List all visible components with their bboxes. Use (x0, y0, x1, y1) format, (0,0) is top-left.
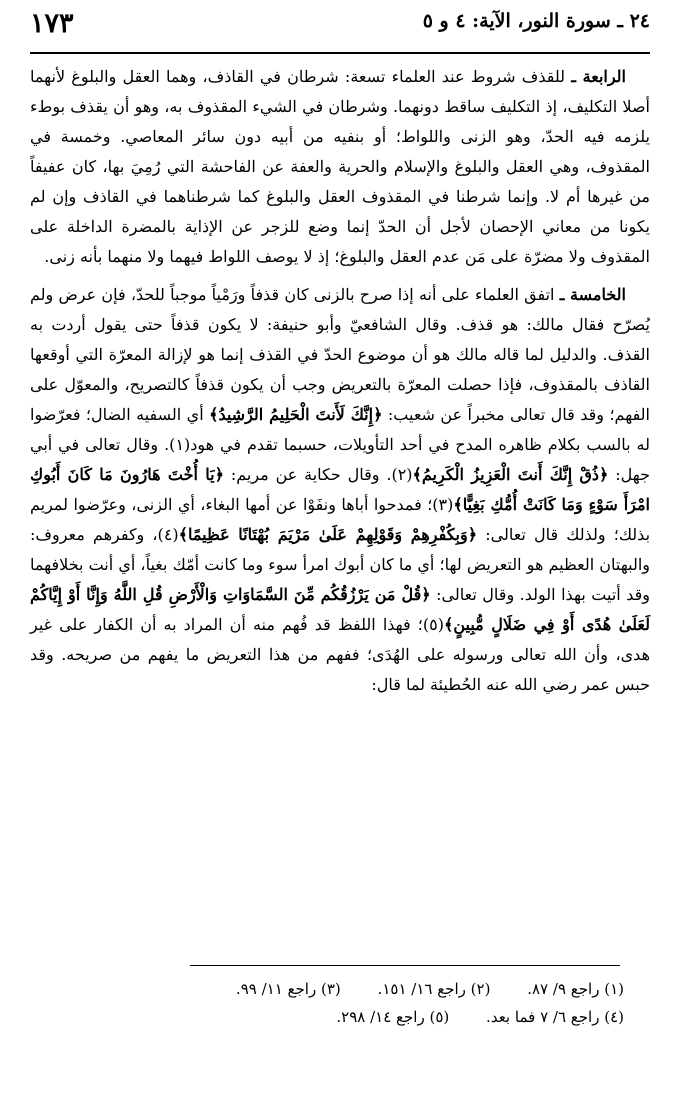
paragraph-fifth (30, 280, 650, 700)
running-title: ٢٤ ـ سورة النور، الآية: ٤ و ٥ (422, 10, 650, 32)
header-rule (30, 52, 650, 54)
page-number: ١٧٣ (30, 8, 74, 39)
paragraph-lead: الخامسة ـ (559, 285, 626, 304)
page-header (30, 8, 650, 48)
footnote: (٣) راجع ١١/ ٩٩. (235, 980, 341, 998)
quran-quote: ﴿يَا أُخْتَ هَارُونَ مَا كَانَ أَبُوكِ امْرَأَ سَوْءٍ وَمَا كَانَتْ أُمُّكِ بَغِيًّا﴾ (30, 465, 650, 514)
main-text (30, 62, 650, 700)
paragraph-text: اتفق العلماء على أنه إذا صرح بالزنى كان قذفاً ورَمْياً موجباً للحدّ، فإن عرض ولم يُصرّح فقال مالك: هو قذف. وقال الشافعيّ وأبو حنيفة: لا يكون قذفاً حتى يقول أردت به القذف. والدليل لما قاله مالك هو أن موضوع الحدّ في القذف إنما هو لإزالة المعرّة التي أوقعها القاذف بالمقذوف، فإذا حصلت المعرّة بالتعريض وجب أن يكون قذفاً كالتصريح، والمعوّل على الفهم؛ وقد قال تعالى مخبراً عن شعيب: (30, 285, 650, 424)
paragraph-lead: الرابعة ـ (571, 67, 626, 86)
quran-quote: ﴿إِنَّكَ لَأَنتَ الْحَلِيمُ الرَّشِيدُ﴾ (209, 405, 383, 424)
paragraph-text: (٢). وقال حكاية عن مريم: (223, 465, 413, 484)
paragraph-fourth (30, 62, 650, 272)
paragraph-text: (٥)؛ فهذا اللفظ قد فُهم منه أن المراد به أن الكفار على غير هدى، وأن الله تعالى ورسوله على الهُدَى؛ ففهم من هذا التعريض ما يفهم من صريحه. وقد حبس عمر رضي الله عنه الحُطيئة لما قال: (30, 615, 650, 694)
footnotes (30, 975, 624, 1031)
quran-quote: ﴿قُلْ مَن يَرْزُقُكُم مِّنَ السَّمَاوَاتِ وَالْأَرْضِ قُلِ اللَّهُ وَإِنَّا أَوْ إِيَّاكُمْ لَعَلَىٰ هُدًى أَوْ فِي ضَلَالٍ مُّبِينٍ﴾ (30, 585, 650, 634)
paragraph-text: (٣)؛ فمدحوا أباها ونفَوْا عن أمها البغاء، أي الزنى، وعرّضوا لمريم بذلك؛ ولذلك قال تعالى: (30, 495, 651, 544)
footnote: (٤) راجع ٦/ ٧ فما بعد. (486, 1008, 624, 1026)
footnote: (١) راجع ٩/ ٨٧. (527, 980, 624, 998)
paragraph-text: للقذف شروط عند العلماء تسعة: شرطان في القاذف، وهما العقل والبلوغ لأنهما أصلا التكليف، إذ التكليف ساقط دونهما. وشرطان في الشيء المقذوف به، وهو أن يقذف بوطء يلزمه فيه الحدّ، وهو الزنى واللواط؛ أو بنفيه من أبيه دون سائر المعاصي. وخمسة في المقذوف، وهي العقل والبلوغ والإسلام والحرية والعفة عن الفاحشة التي رُمِيَ بها، كان عفيفاً من غيرها أم لا. وإنما شرطنا في المقذوف العقل والبلوغ كما شرطناهما في القاذف وإن لم يكونا من معاني الإحصان لأجل أن الحدّ إنما وضع للزجر عن الإذاية بالمضرة الداخلة على المقذوف ولا مضرّة على مَن عدم العقل والبلوغ؛ إذ لا يوصف اللواط فيهما ولا منهما بأنه زنى. (30, 67, 651, 266)
footnote: (٢) راجع ١٦/ ١٥١. (377, 980, 491, 998)
quran-quote: ﴿وَبِكُفْرِهِمْ وَقَوْلِهِمْ عَلَىٰ مَرْيَمَ بُهْتَانًا عَظِيمًا﴾ (178, 525, 478, 544)
quran-quote: ﴿ذُقْ إِنَّكَ أَنتَ الْعَزِيزُ الْكَرِيمُ﴾ (412, 465, 609, 484)
footnote-line (30, 975, 624, 1003)
paragraph-text: أي السفيه الضال؛ فعرّضوا له بالسب بكلام ظاهره المدح في أحد التأويلات، حسبما تقدم في هود(١). وقال تعالى في أبي جهل: (30, 405, 651, 484)
footnote-rule (190, 965, 620, 966)
paragraph-text: (٤)، وكفرهم معروف: والبهتان العظيم هو التعريض لها؛ أي ما كان أبوك امرأ سوء وما كانت أمّك بغياً، أي أنت بخلافهما وقد أتيت بهذا الولد. وقال تعالى: (30, 525, 650, 604)
footnote-line (30, 1003, 624, 1031)
footnote: (٥) راجع ١٤/ ٢٩٨. (336, 1008, 450, 1026)
